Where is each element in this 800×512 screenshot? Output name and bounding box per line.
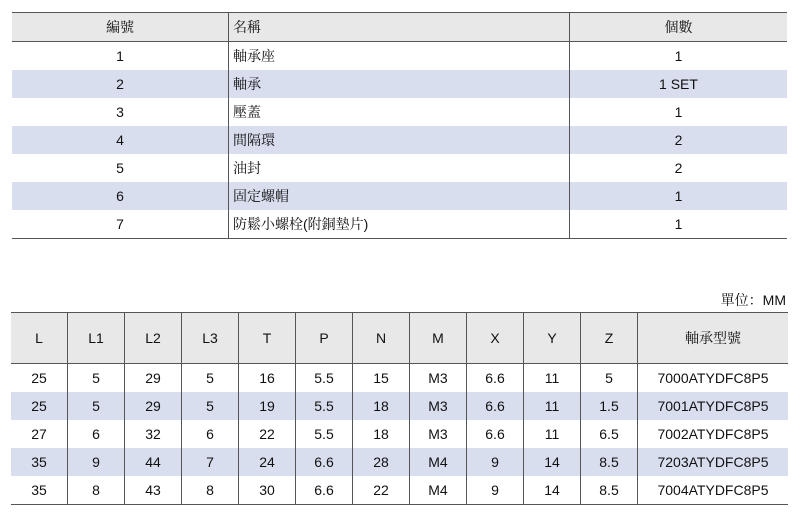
dimension-cell: 24 [239,448,296,476]
table-row [11,448,788,476]
dimension-header-row [11,313,788,364]
dimension-header-cell: L1 [68,313,125,364]
dimension-header-cell: X [467,313,524,364]
part-number-cell: 3 [116,104,124,120]
dimension-header-cell: L2 [125,313,182,364]
bearing-model-cell: 7000ATYDFC8P5 [638,364,789,393]
dimension-cell: 6.6 [296,448,353,476]
dimension-cell: 30 [239,476,296,505]
dimension-cell: 5 [68,392,125,420]
dimension-cell: 27 [31,426,47,442]
dimension-cell: M3 [410,364,467,393]
part-name-cell: 防鬆小螺栓(附銅墊片) [229,210,570,239]
dimension-cell: 8.5 [581,448,638,476]
dimension-header-cell: P [296,313,353,364]
dimension-cell: 5.5 [296,392,353,420]
dimension-cell: 44 [125,448,182,476]
header-name: 名稱 [229,13,570,42]
bearing-model-cell: 7001ATYDFC8P5 [638,392,789,420]
dimension-cell: 8 [182,476,239,505]
part-number-cell: 6 [12,182,229,210]
bearing-model-cell: 7002ATYDFC8P5 [638,420,789,448]
part-number-cell: 5 [116,160,124,176]
dimension-header-cell: 軸承型號 [638,313,789,364]
dimension-cell: 5 [182,392,239,420]
dimension-cell: 32 [125,420,182,448]
dimension-table [11,312,788,505]
part-number-cell: 2 [12,70,229,98]
dimension-cell: 43 [125,476,182,505]
dimension-cell: M4 [410,476,467,505]
dimension-cell: 22 [239,420,296,448]
header-qty: 個數 [570,13,788,42]
dimension-cell: 14 [524,448,581,476]
dimension-cell: 6 [182,420,239,448]
dimension-cell: 1.5 [581,392,638,420]
part-name-cell: 間隔環 [229,126,570,154]
dimension-cell: 5 [68,364,125,393]
part-quantity-cell: 2 [570,154,788,182]
dimension-cell: M4 [410,448,467,476]
dimension-header-cell: T [239,313,296,364]
part-number-cell: 7 [116,216,124,232]
dimension-cell: 15 [353,364,410,393]
dimension-cell: 29 [125,392,182,420]
table-row [12,210,787,239]
dimension-cell: 16 [239,364,296,393]
table-row [12,42,787,71]
dimension-cell: 5 [581,364,638,393]
dimension-cell: 14 [524,476,581,505]
dimension-header-cell: Z [581,313,638,364]
dimension-cell: 6.5 [581,420,638,448]
dimension-cell: 6.6 [296,476,353,505]
unit-label: 單位：MM [720,292,786,308]
table-row [12,154,787,182]
dimension-cell: 18 [353,392,410,420]
dimension-cell: 29 [125,364,182,393]
dimension-cell: 35 [11,448,68,476]
dimension-cell: 9 [467,476,524,505]
table-row [11,364,788,393]
parts-table [12,12,787,239]
part-name-cell: 軸承座 [229,42,570,71]
table-row [12,126,787,154]
dimension-cell: M3 [410,420,467,448]
dimension-header-cell: L3 [182,313,239,364]
dimension-cell: 35 [31,482,47,498]
dimension-cell: 11 [524,364,581,393]
dimension-cell: 19 [239,392,296,420]
dimension-cell: 28 [353,448,410,476]
dimension-cell: M3 [410,392,467,420]
dimension-cell: 6.6 [467,420,524,448]
part-name-cell: 油封 [229,154,570,182]
table-row [11,476,788,505]
table-row [12,182,787,210]
dimension-cell: 11 [524,420,581,448]
parts-header-row [12,13,787,42]
part-quantity-cell: 1 [570,182,788,210]
dimension-cell: 25 [31,370,47,386]
dimension-header-cell: L [11,313,68,364]
part-quantity-cell: 1 [570,98,788,126]
table-row [11,392,788,420]
part-quantity-cell: 1 [570,210,788,239]
dimension-header-cell: N [353,313,410,364]
part-quantity-cell: 1 [570,42,788,71]
dimension-cell: 9 [467,448,524,476]
part-name-cell: 軸承 [229,70,570,98]
dimension-cell: 5 [182,364,239,393]
dimension-cell: 7 [182,448,239,476]
dimension-cell: 5.5 [296,364,353,393]
dimension-cell: 8.5 [581,476,638,505]
part-number-cell: 4 [12,126,229,154]
part-number-cell: 1 [116,48,124,64]
part-name-cell: 壓蓋 [229,98,570,126]
dimension-header-cell: M [410,313,467,364]
table-row [11,420,788,448]
dimension-cell: 11 [524,392,581,420]
dimension-cell: 5.5 [296,420,353,448]
part-quantity-cell: 1 SET [570,70,788,98]
dimension-cell: 22 [353,476,410,505]
dimension-header-cell: Y [524,313,581,364]
table-row [12,98,787,126]
bearing-model-cell: 7004ATYDFC8P5 [638,476,789,505]
part-name-cell: 固定螺帽 [229,182,570,210]
dimension-cell: 6 [68,420,125,448]
dimension-cell: 25 [11,392,68,420]
dimension-cell: 9 [68,448,125,476]
bearing-model-cell: 7203ATYDFC8P5 [638,448,789,476]
dimension-cell: 6.6 [467,364,524,393]
dimension-cell: 6.6 [467,392,524,420]
dimension-cell: 8 [68,476,125,505]
dimension-cell: 18 [353,420,410,448]
table-row [12,70,787,98]
part-quantity-cell: 2 [570,126,788,154]
header-no: 編號 [12,13,229,42]
